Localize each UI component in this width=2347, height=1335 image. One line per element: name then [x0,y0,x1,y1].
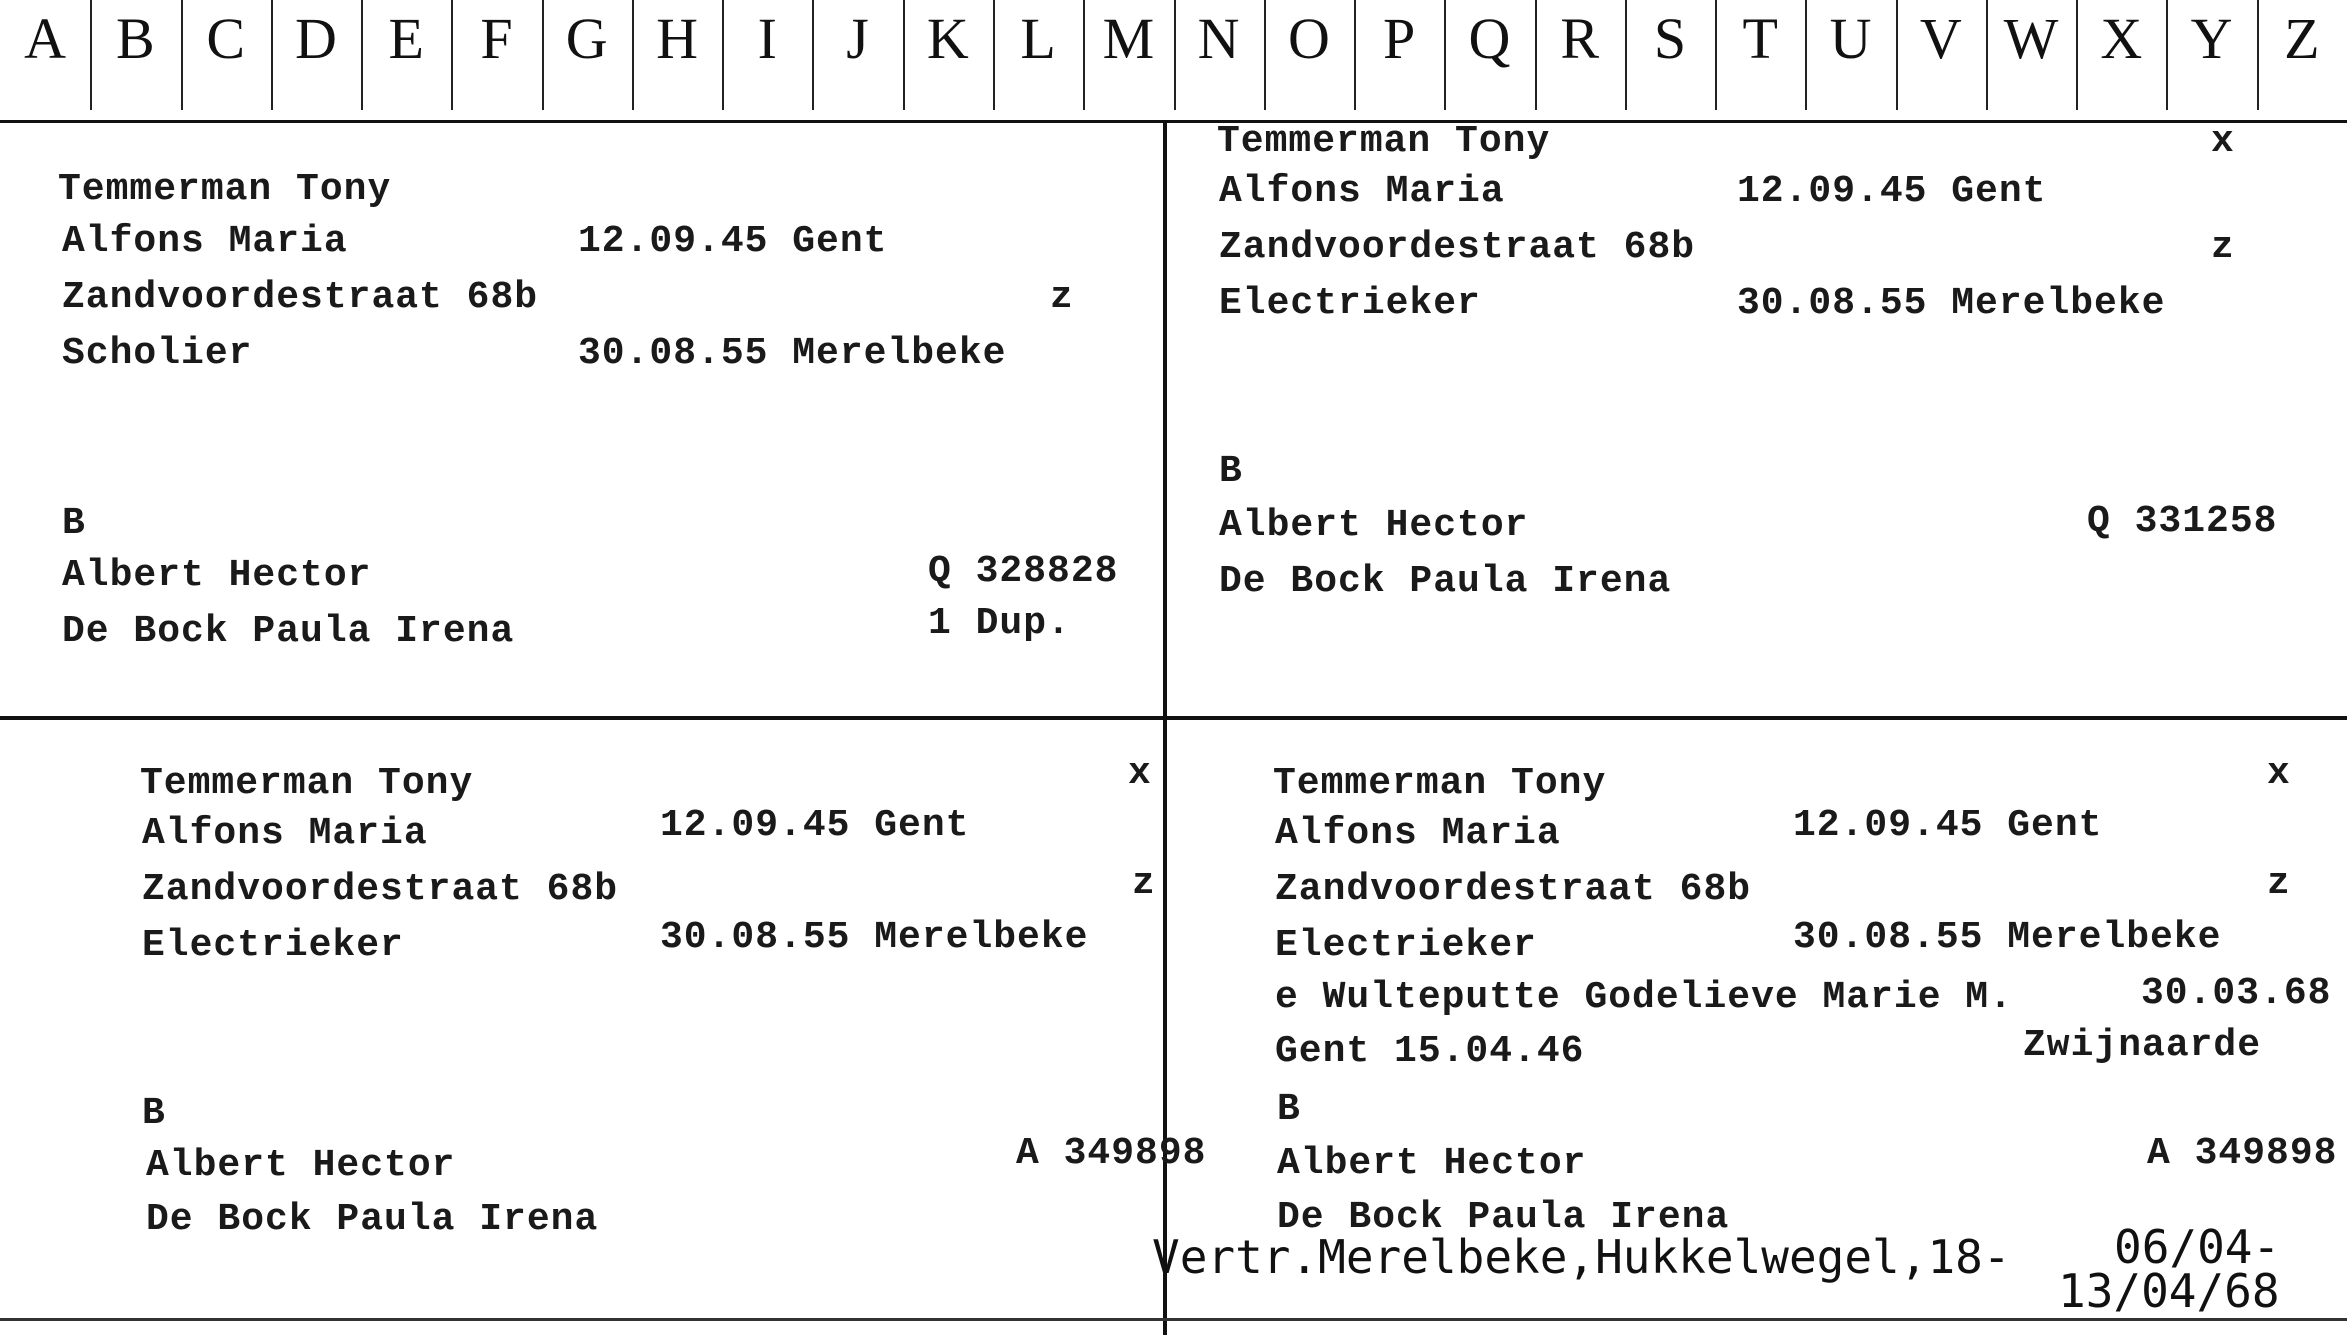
mark-z: z [1050,276,1074,319]
father-name: Albert Hector [62,554,372,597]
alphabet-separator [451,0,453,110]
given-names: Alfons Maria [1219,170,1505,213]
street-address: Zandvoordestraat 68b [1219,226,1696,269]
code-b: B [142,1092,166,1135]
alphabet-separator [1444,0,1446,110]
given-names: Alfons Maria [142,812,428,855]
given-names: Alfons Maria [1275,812,1561,855]
mother-name: De Bock Paula Irena [146,1198,599,1241]
mark-x: x [2267,752,2291,795]
code-b: B [62,502,86,545]
alphabet-separator [1715,0,1717,110]
residence-info: 30.08.55 Merelbeke [578,332,1007,375]
reference-number: A 349898 [2147,1132,2338,1175]
reference-number: Q 331258 [2087,500,2278,543]
alphabet-letter: K [926,6,969,71]
alphabet-separator [1625,0,1627,110]
departure-note: Vertr.Merelbeke,Hukkelwegel,18- [1152,1230,2011,1284]
alphabet-index-strip [0,0,2347,123]
alphabet-letter: J [846,6,869,71]
father-name: Albert Hector [1277,1142,1587,1185]
spouse-birth: Gent 15.04.46 [1275,1030,1585,1073]
alphabet-letter: B [116,6,155,71]
alphabet-separator [1354,0,1356,110]
birth-info: 12.09.45 Gent [1793,804,2103,847]
mark-z: z [1132,862,1156,905]
alphabet-letter: N [1197,6,1240,71]
occupation: Electrieker [1219,282,1481,325]
alphabet-separator [2257,0,2259,110]
bottom-rule [0,1318,2347,1321]
alphabet-letter: S [1653,6,1687,71]
alphabet-letter: M [1102,6,1155,71]
departure-date-top: 06/04- [2114,1220,2281,1274]
alphabet-separator [632,0,634,110]
occupation: Electrieker [142,924,404,967]
alphabet-separator [1264,0,1266,110]
alphabet-letter: V [1919,6,1962,71]
record-card-3 [0,720,1207,1318]
marriage-place: Zwijnaarde [2023,1024,2262,1067]
residence-info: 30.08.55 Merelbeke [1737,282,2166,325]
mark-x: x [2211,120,2235,163]
alphabet-separator [1174,0,1176,110]
duplicate-note: 1 Dup. [928,602,1071,645]
mark-z: z [2211,226,2235,269]
code-b: B [1277,1088,1301,1131]
alphabet-separator [361,0,363,110]
alphabet-separator [903,0,905,110]
street-address: Zandvoordestraat 68b [62,276,539,319]
alphabet-letter: C [206,6,246,71]
occupation: Scholier [62,332,253,375]
alphabet-letter: H [656,6,698,71]
given-names: Alfons Maria [62,220,348,263]
alphabet-letter: I [757,6,777,71]
alphabet-letter: O [1287,6,1330,71]
father-name: Albert Hector [146,1144,456,1187]
alphabet-separator [1986,0,1988,110]
residence-info: 30.08.55 Merelbeke [1793,916,2222,959]
alphabet-letter: L [1020,6,1056,71]
alphabet-separator [1805,0,1807,110]
reference-number: Q 328828 [928,550,1119,593]
alphabet-separator [2076,0,2078,110]
alphabet-separator [993,0,995,110]
name-line: Temmerman Tony [1273,762,1607,805]
alphabet-separator [1896,0,1898,110]
mother-name: De Bock Paula Irena [62,610,515,653]
alphabet-letter: D [294,6,337,71]
mark-x: x [1128,752,1152,795]
alphabet-letter: E [388,6,424,71]
occupation: Electrieker [1275,924,1537,967]
record-card-1 [0,120,1163,716]
name-line: Temmerman Tony [140,762,474,805]
code-b: B [1219,450,1243,493]
alphabet-letter: Z [2284,6,2320,71]
birth-info: 12.09.45 Gent [660,804,970,847]
street-address: Zandvoordestraat 68b [1275,868,1752,911]
alphabet-separator [722,0,724,110]
spouse-name: e Wulteputte Godelieve Marie M. [1275,976,2013,1019]
alphabet-separator [2166,0,2168,110]
alphabet-letter: F [480,6,513,71]
alphabet-letter: X [2100,6,2143,71]
alphabet-letter: T [1742,6,1778,71]
name-line: Temmerman Tony [58,168,392,211]
alphabet-letter: Q [1468,6,1511,71]
reference-number: A 349898 [1016,1132,1207,1175]
alphabet-separator [90,0,92,110]
alphabet-separator [181,0,183,110]
alphabet-separator [1535,0,1537,110]
mark-z: z [2267,862,2291,905]
residence-info: 30.08.55 Merelbeke [660,916,1089,959]
mother-name: De Bock Paula Irena [1277,1196,1730,1239]
alphabet-separator [1083,0,1085,110]
alphabet-letter: Y [2190,6,2233,71]
alphabet-separator [542,0,544,110]
name-line: Temmerman Tony [1217,120,1551,163]
birth-info: 12.09.45 Gent [1737,170,2047,213]
alphabet-separator [271,0,273,110]
alphabet-letter: U [1829,6,1872,71]
alphabet-letter: A [24,6,67,71]
father-name: Albert Hector [1219,504,1529,547]
mother-name: De Bock Paula Irena [1219,560,1672,603]
alphabet-letter: P [1383,6,1416,71]
alphabet-letter: W [2003,6,2059,71]
departure-date-bottom: 13/04/68 [2058,1264,2280,1318]
marriage-date: 30.03.68 [2141,972,2332,1015]
alphabet-letter: R [1560,6,1600,71]
alphabet-letter: G [565,6,608,71]
record-card-2 [1167,120,2347,716]
street-address: Zandvoordestraat 68b [142,868,619,911]
alphabet-separator [812,0,814,110]
birth-info: 12.09.45 Gent [578,220,888,263]
